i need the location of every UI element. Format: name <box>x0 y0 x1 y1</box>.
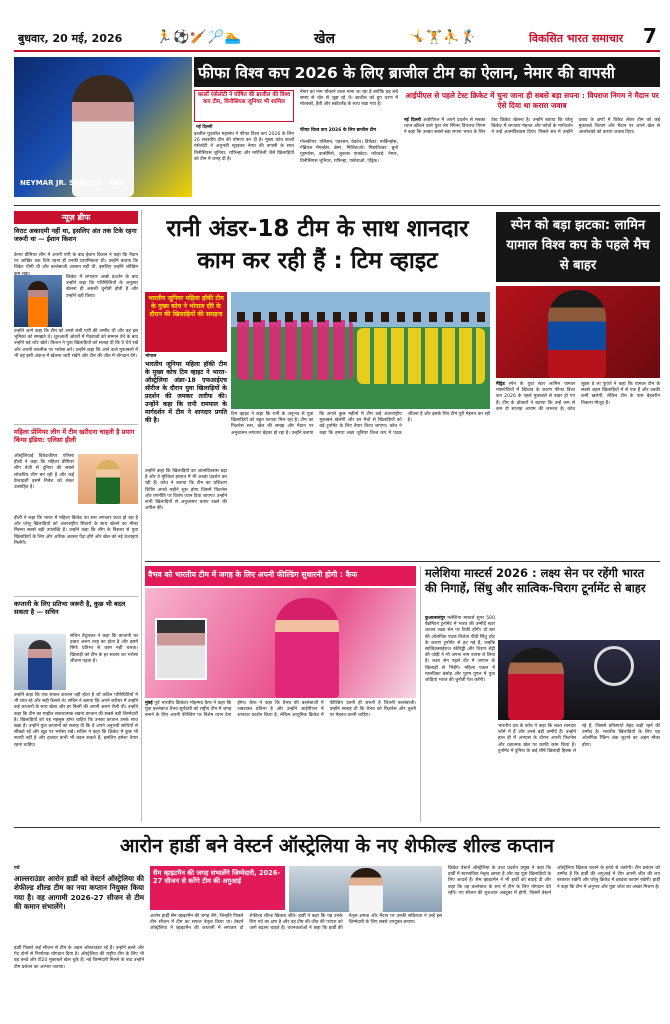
hockey-summary-more: उन्होंने कहा कि खिलाड़ियों का आत्मविश्वास बढ़ा है और वे मुश्किल हालात में भी अच्छा प्रदर्शन कर रही हैं। कोच ने बताया कि टीम का प्रशिक्षण शिविर अगले महीने शुरू होगा जिसमें फिटनेस और रणनीति पर विशेष ध्यान दिया जाएगा। उन्होंने सभी खिलाड़ियों से अनुशासन बनाए रखने की अपील की। <box>145 469 227 512</box>
spain-body <box>496 382 660 558</box>
divider <box>14 424 138 425</box>
brazil-body-col2: नेमार का नाम चौंकाने वाला माना जा रहा है क्योंकि वह लंबे समय से चोट से जूझ रहे थे। ब्राजील को ग्रुप चरण में मोरक्को, हैती और स्कॉटलैंड के साथ रखा गया है। <box>300 90 398 108</box>
brazil-kicker: कार्लो एंसेलोटी ने घोषित की ब्राजील की विश्व कप टीम, विनीसियस जूनियर भी शामिल <box>197 92 291 106</box>
brazil-kicker-box <box>194 90 294 122</box>
player-figure <box>96 460 120 504</box>
section-name: खेल <box>314 31 335 47</box>
brief2-body-bottom: हीली ने कहा कि भारत में महिला क्रिकेट का स्तर लगातार ऊंचा हो रहा है और घरेलू खिलाड़ियों को अंतरराष्ट्रीय सितारों के साथ खेलने का मौका मिलना सबसे बड़ी उपलब्धि है। उन्होंने कहा कि लीग के विस्तार से युवा खिलाड़ियों के लिए और अधिक अवसर पैदा होंगे और खेल को नई ऊंचाइयां मिलेंगी। <box>14 516 138 546</box>
team-row-yellow <box>357 328 485 384</box>
hockey-team-photo <box>231 292 490 409</box>
ipl-body-text: आईपीएल में अपने प्रदर्शन से सबका ध्यान खींचने वाले युवा लेग स्पिनर विपराज निगम ने कहा कि उनका सबसे बड़ा सपना भारत के लिए टेस्ट क्रिकेट खेलना है। उन्होंने बताया कि घरेलू क्रिकेट में लगातार मेहनत और कोचों के मार्गदर्शन ने उन्हें आत्मविश्वास दिया। पिछले सत्र में उन्होंने दबाव के क्षणों में विकेट लेकर टीम को कई मुकाबले जिताए और मैदान पर अपने खेल से आलोचकों को करारा जवाब दिया। <box>404 118 660 136</box>
brief3-title: कप्तानी के लिए प्रतिभा जरूरी है, कुछ भी बदल सकता है — सचिन <box>14 600 126 616</box>
spain-headline: स्पेन को बड़ा झटका: लामिन यामाल विश्व कप के पहले मैच से बाहर <box>506 218 650 273</box>
team-row-heads <box>237 312 485 322</box>
ishan-kishan-photo <box>14 275 62 327</box>
brazil-body-col1: ब्राजील फुटबॉल महासंघ ने फीफा विश्व कप 2026 के लिए 26 सदस्यीय टीम की घोषणा कर दी है। मुख्य कोच कार्लो एंसेलोटी ने अनुभवी स्ट्राइकर नेमार की वापसी के साथ विनीसियस जूनियर, राफिन्हा और मार्टिनेली जैसे खिलाड़ियों को टीम में जगह दी है। <box>194 132 294 162</box>
badminton-headline: मलेशिया मास्टर्स 2026 : लक्ष्य सेन पर रहेंगी भारत की निगाहें, सिंधु और सात्विक-चिराग टूर्नामेंट से बाहर <box>425 566 646 595</box>
lamine-yamal-photo <box>496 286 660 378</box>
badminton-body <box>425 616 495 822</box>
brief1-body-side: क्रिकेट में लगातार अच्छे प्रदर्शन के बाद उन्होंने कहा कि परिस्थितियों के अनुसार खेलना ही असली चुनौती होती है और उन्होंने वही किया। <box>66 275 138 299</box>
vaibhav-byline: मुंबई <box>145 701 153 706</box>
page-number: 7 <box>643 24 657 48</box>
player-figure <box>28 281 48 327</box>
vaibhav-headline: वैभव को भारतीय टीम में जगह के लिए अपनी फील्डिंग सुधारनी होगी : कैफ <box>148 570 358 579</box>
hockey-summary: भारतीय जूनियर महिला हॉकी टीम के मुख्य कोच टिम व्हाइट ने भारत-ऑस्ट्रेलिया अंडर-18 एफआईएच सीरीज के दौरान युवा खिलाड़ियों के प्रदर्शन की जमकर तारीफ की। उन्होंने कहा कि रानी रामपाल के मार्गदर्शन में टीम ने शानदार प्रगति की है। <box>145 361 227 424</box>
hockey-byline: भोपाल <box>145 354 157 359</box>
hockey-kicker: भारतीय जूनियर महिला हॉकी टीम के मुख्य कोच ने भोपाल दौरे के दौरान की खिलाड़ियों की सराहना <box>148 295 224 318</box>
shuttle-racket <box>594 646 634 686</box>
brief1-body-bottom: उन्होंने आगे कहा कि टीम को उनसे लंबी पारी की उम्मीद थी और वह इस भूमिका को समझते थे। शुरुआती ओवरों में गेंदबाजों को सम्मान देने के बाद उन्होंने बड़े शॉट खेले। किशन ने युवा खिलाड़ियों को सलाह दी कि वे धैर्य रखें और अपनी तकनीक पर भरोसा करें। उन्होंने कहा कि आने वाले मुकाबलों में भी वह इसी अंदाज में खेलना जारी रखेंगे और टीम की जीत में योगदान देंगे। <box>14 329 138 359</box>
aaron-kicker-box <box>150 866 285 910</box>
aaron-headline: आरोन हार्डी बने वेस्टर्न ऑस्ट्रेलिया के नए शेफील्ड शील्ड कप्तान <box>120 835 554 857</box>
batter-figure <box>275 598 339 698</box>
aaron-hardie-photo <box>289 866 442 912</box>
player-figure <box>548 290 606 378</box>
brief3-body-top: सचिन तेंदुलकर ने कहा कि कप्तानी का दबाव अलग तरह का होता है और इसमें सिर्फ प्रतिभा से काम नहीं चलता। खिलाड़ी को टीम के हर सदस्य का भरोसा जीतना पड़ता है। <box>70 634 138 664</box>
issue-date: बुधवार, 20 मई, 2026 <box>18 32 123 45</box>
vaibhav-body <box>145 701 416 823</box>
aaron-byline: पर्थ <box>14 866 20 871</box>
spain-body-text: स्पेन के युवा स्टार लामिन यामाल मांसपेशियों में खिंचाव के कारण फीफा विश्व कप 2026 के पहले मुकाबले से बाहर हो गए हैं। टीम के डॉक्टरों ने बताया कि उन्हें कम से कम दो सप्ताह आराम की जरूरत है। कोच लुइस डे ला फुएंते ने कहा कि यामाल टीम के सबसे अहम खिलाड़ियों में से एक हैं और उनकी कमी खलेगी, लेकिन टीम के पास बेहतरीन विकल्प मौजूद हैं। <box>496 382 660 412</box>
brazil-squad-list: गोलकीपर: एलिसन, एडरसन, वेवर्टन। डिफेंडर: मार्किन्होस, गेब्रियल मैगल्हेस, ब्रेमर, मिलिटाओ। मिडफील्डर: ब्रूनो गुइमारेस, कासेमिरो, लुकास पाक्वेटा। फॉरवर्ड: नेमार, विनीसियस जूनियर, राफिन्हा, एस्टेवाओ, एंड्रिक। <box>300 140 398 164</box>
spain-byline: मैड्रिड <box>496 382 505 387</box>
badminton-body-text: मलेशिया मास्टर्स सुपर 500 बैडमिंटन टूर्नामेंट में भारत की उम्मीदें स्टार शटलर लक्ष्य सेन पर टिकी होंगी। दो बार की ओलंपिक पदक विजेता पीवी सिंधु चोट के कारण टूर्नामेंट से हट गई हैं, जबकि सात्विकसाईराज रंकीरेड्डी और चिराग शेट्टी की जोड़ी ने भी अपना नाम वापस ले लिया है। लक्ष्य सेन पहले दौर में जापान के खिलाड़ी से भिड़ेंगे। महिला एकल में मालविका बंसोड़ और पुरुष युगल में युवा जोड़ियां भारत की चुनौती पेश करेंगी। <box>425 616 495 684</box>
ipl-body <box>404 118 660 198</box>
brief2-body-top: ऑस्ट्रेलियाई विकेटकीपर एलिसा हीली ने कहा कि महिला प्रीमियर लीग तेजी से दुनिया की सबसे लोकप्रिय लीग बन रही है और कई फ्रेंचाइजी इसमें निवेश को लेकर उत्साहित हैं। <box>14 454 74 491</box>
divider <box>14 827 660 828</box>
player-figure <box>28 640 52 690</box>
brief1-body-top: केन्या प्रीमियर लीग में अपनी पारी के बाद ईशान किशन ने कहा कि मैदान पर आखिर तक टिके रहना ही उनकी प्राथमिकता थी। उन्होंने बताया कि विकेट धीमी थी और बल्लेबाजी आसान नहीं थी, इसलिए उन्होंने जोखिम <box>14 253 138 271</box>
hockey-body: टिम व्हाइट ने कहा कि रानी के अनुभव से युवा खिलाड़ियों को बहुत फायदा मिल रहा है। टीम का फिटनेस स्तर, खेल की समझ और मैदान पर अनुशासन लगातार बेहतर हो रहा है। उन्होंने बताया कि अगले कुछ महीनों में टीम कई अंतरराष्ट्रीय मुकाबले खेलेगी और इन मैचों से खिलाड़ियों को बड़े टूर्नामेंट के लिए तैयार किया जाएगा। कोच ने कहा कि हमारा लक्ष्य जूनियर विश्व कप में पदक जीतना है और इसके लिए टीम पूरी मेहनत कर रही है। <box>231 412 490 436</box>
player-figure <box>349 868 383 912</box>
divider <box>141 210 142 822</box>
hockey-kicker-box <box>145 292 227 352</box>
aaron-body-left: हार्डी पिछले कई सीजन से टीम के अहम ऑलराउंडर रहे हैं। उन्होंने बल्ले और गेंद दोनों से निर्णायक योगदान दिया है। ऑस्ट्रेलिया की राष्ट्रीय टीम के लिए भी वह वनडे और टी20 मुकाबले खेल चुके हैं। नई जिम्मेदारी मिलने के बाद उन्होंने टीम प्रबंधन का आभार जताया। <box>14 946 144 970</box>
alyssa-healy-photo <box>78 454 138 504</box>
brazil-byline: नई दिल्ली <box>196 125 213 130</box>
divider <box>14 205 660 206</box>
divider <box>420 566 421 822</box>
ipl-byline: नई दिल्ली <box>404 118 421 123</box>
sport-icons-strip-right: 🤸🏋⛹🏌 <box>409 30 478 45</box>
aaron-body: आरोन हार्डी सैम व्हाइटमैन की जगह लेंगे, जिन्होंने पिछले तीन सीजन में टीम का सफल नेतृत्व किया था। वेस्टर्न ऑस्ट्रेलिया ने व्हाइटमैन की कप्तानी में लगातार दो शेफील्ड शील्ड खिताब जीते। हार्डी ने कहा कि यह उनके लिए गर्व का क्षण है और वह टीम की जीत की परंपरा को आगे बढ़ाना चाहते हैं। चयनकर्ताओं ने कहा कि हार्डी की नेतृत्व क्षमता और मैदान पर उनकी सक्रियता ने उन्हें इस जिम्मेदारी के लिए सबसे उपयुक्त बनाया। <box>150 914 442 932</box>
sport-icons-strip: 🏃⚽🏏🏸🏊 <box>156 30 242 45</box>
news-brief-label: न्यूज़ ब्रीफ <box>14 211 138 224</box>
badminton-body-right: भारतीय दल के कोच ने कहा कि लक्ष्य शानदार फॉर्म में हैं और उनसे बड़ी उम्मीदें हैं। उन्होंने हाल ही में अभ्यास के दौरान अपनी फिटनेस और रक्षात्मक खेल पर काफी काम किया है। टूर्नामेंट में दुनिया के कई शीर्ष खिलाड़ी हिस्सा ले रहे हैं, जिससे प्रतिस्पर्धा बेहद कड़ी रहने की उम्मीद है। भारतीय खिलाड़ियों के लिए यह ओलंपिक रैंकिंग अंक जुटाने का अहम मौका होगा। <box>498 724 660 754</box>
brief1-title: विराट अकादमी नहीं था, इसलिए अंत तक टिके रहना जरूरी था — ईशान किशन <box>14 227 137 243</box>
brief3-body-bottom: उन्होंने कहा कि एक सफल कप्तान वही होता है जो कठिन परिस्थितियों में भी शांत रहे और सही फैसले ले। सचिन ने बताया कि अपने करियर में उन्होंने कई कप्तानों के साथ खेला और हर किसी की अपनी अलग शैली थी। उन्होंने कहा कि टीम का माहौल सकारात्मक रखना कप्तान की सबसे बड़ी जिम्मेदारी है। खिलाड़ियों को यह महसूस होना चाहिए कि उनका कप्तान उनके साथ खड़ा है। उन्होंने युवा कप्तानों को सलाह दी कि वे अपने अनुभवी साथियों से सीखते रहें और खुद पर भरोसा रखें। सचिन ने कहा कि क्रिकेट में कुछ भी स्थायी नहीं है और हालात कभी भी बदल सकते हैं, इसलिए हमेशा तैयार रहना चाहिए। <box>14 693 138 748</box>
brazil-squad-label: फीफा विश्व कप 2026 के लिए ब्राजील टीम <box>300 128 376 133</box>
ipl-headline: आईपीएल से पहले टेस्ट क्रिकेट में चुना जाना ही सबसे बड़ा सपना : विपराज निगम ने मैदान पर ऐसे दिया था करारा जवाब <box>405 91 659 110</box>
hockey-headline: रानी अंडर-18 टीम के साथ शानदार काम कर रही हैं : टिम व्हाइट <box>166 216 469 274</box>
vaibhav-batting-photo <box>145 588 416 698</box>
badminton-byline: कुआलालंपुर <box>425 616 446 621</box>
photo-caption: NEYMAR JR. SANTOS · BRA <box>20 179 125 187</box>
player-figure <box>508 648 564 720</box>
vaibhav-body-text: पूर्व भारतीय क्रिकेटर मोहम्मद कैफ ने कहा कि युवा बल्लेबाज वैभव सूर्यवंशी को राष्ट्रीय टीम में जगह बनाने के लिए अपनी फील्डिंग पर विशेष ध्यान देना होगा। कैफ ने कहा कि वैभव की बल्लेबाजी में जबरदस्त प्रतिभा है और उन्होंने आईपीएल में शानदार प्रदर्शन किया है, लेकिन आधुनिक क्रिकेट में फील्डिंग उतनी ही जरूरी है जितनी बल्लेबाजी। उन्होंने सलाह दी कि वैभव को फिटनेस और चुस्ती पर मेहनत करनी चाहिए। <box>145 701 416 719</box>
lakshya-sen-photo <box>498 640 660 720</box>
neymar-photo <box>14 57 192 197</box>
newspaper-name: विकसित भारत समाचार <box>529 32 624 45</box>
aaron-body-right: क्रिकेट वेस्टर्न ऑस्ट्रेलिया के उच्च प्रदर्शन प्रमुख ने कहा कि हार्डी में स्वाभाविक नेतृत्व क्षमता है और वह युवा खिलाड़ियों के लिए आदर्श हैं। सैम व्हाइटमैन ने भी हार्डी को बधाई दी और कहा कि वह बल्लेबाज के रूप में टीम के लिए योगदान देते रहेंगे। नए सीजन की शुरुआत अक्टूबर में होगी, जिसमें वेस्टर्न ऑस्ट्रेलिया खिताब बचाने के इरादे से उतरेगी। टीम प्रबंधन को उम्मीद है कि हार्डी की अगुआई में टीम अपनी जीत की लय बरकरार रखेगी और घरेलू क्रिकेट में दबदबा कायम रखेगी। हार्डी ने कहा कि टीम में अनुभव और युवा जोश का अच्छा मिश्रण है। <box>448 866 661 896</box>
aaron-kicker-left: आल्लराउंडर आरोन हार्डी को वेस्टर्न ऑस्ट्रेलिया की शेफील्ड शील्ड टीम का नया कप्तान नियुक्त किया गया है। वह आगामी 2026-27 सीजन से टीम की कमान संभालेंगे। <box>14 874 144 912</box>
divider <box>145 561 660 562</box>
divider <box>14 596 138 597</box>
kaif-inset-photo <box>155 618 207 680</box>
aaron-kicker: सैम व्हाइटमैन की जगह संभालेंगे जिम्मेदारी, 2026-27 सीजन से करेंगे टीम की अगुआई <box>153 869 281 886</box>
sachin-photo <box>14 634 66 690</box>
masthead <box>14 26 660 52</box>
brief2-title: महिला प्रीमियर लीग में टीम खरीदना चाहती है प्रयाग किंग्स इंडिया: एलिसा हीली <box>14 428 135 444</box>
team-row-pink <box>237 320 353 380</box>
brazil-headline: फीफा विश्व कप 2026 के लिए ब्राजील टीम का ऐलान, नेमार की वापसी <box>198 64 615 82</box>
